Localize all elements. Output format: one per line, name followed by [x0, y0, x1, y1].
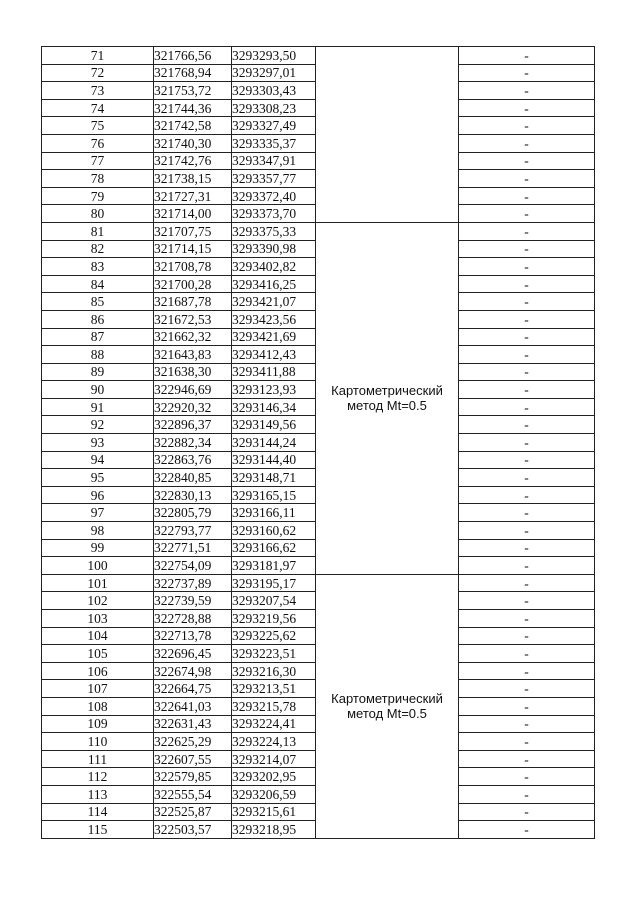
y-coordinate-cell: 3293219,56 [232, 610, 316, 628]
accuracy-note-cell: - [459, 240, 595, 258]
point-number-cell: 89 [42, 363, 154, 381]
x-coordinate-cell: 322754,09 [154, 557, 232, 575]
x-coordinate-cell: 321643,83 [154, 346, 232, 364]
accuracy-note-cell: - [459, 47, 595, 65]
y-coordinate-cell: 3293149,56 [232, 416, 316, 434]
x-coordinate-cell: 321744,36 [154, 99, 232, 117]
y-coordinate-cell: 3293207,54 [232, 592, 316, 610]
x-coordinate-cell: 322625,29 [154, 733, 232, 751]
point-number-cell: 74 [42, 99, 154, 117]
accuracy-note-cell: - [459, 381, 595, 399]
point-number-cell: 80 [42, 205, 154, 223]
accuracy-note-cell: - [459, 715, 595, 733]
table-row [42, 574, 595, 592]
accuracy-note-cell: - [459, 785, 595, 803]
accuracy-note-cell: - [459, 134, 595, 152]
accuracy-note-cell: - [459, 645, 595, 663]
point-number-cell: 82 [42, 240, 154, 258]
point-number-cell: 106 [42, 662, 154, 680]
x-coordinate-cell: 322805,79 [154, 504, 232, 522]
accuracy-note-cell: - [459, 610, 595, 628]
x-coordinate-cell: 321708,78 [154, 258, 232, 276]
x-coordinate-cell: 321766,56 [154, 47, 232, 65]
point-number-cell: 75 [42, 117, 154, 135]
accuracy-note-cell: - [459, 522, 595, 540]
accuracy-note-cell: - [459, 82, 595, 100]
accuracy-note-cell: - [459, 416, 595, 434]
point-number-cell: 93 [42, 434, 154, 452]
point-number-cell: 110 [42, 733, 154, 751]
point-number-cell: 79 [42, 187, 154, 205]
x-coordinate-cell: 321740,30 [154, 134, 232, 152]
point-number-cell: 77 [42, 152, 154, 170]
method-cell [316, 47, 459, 223]
point-number-cell: 99 [42, 539, 154, 557]
x-coordinate-cell: 322882,34 [154, 434, 232, 452]
method-cell [316, 574, 459, 838]
x-coordinate-cell: 322793,77 [154, 522, 232, 540]
x-coordinate-cell: 321687,78 [154, 293, 232, 311]
accuracy-note-cell: - [459, 469, 595, 487]
y-coordinate-cell: 3293215,61 [232, 803, 316, 821]
accuracy-note-cell: - [459, 451, 595, 469]
accuracy-note-cell: - [459, 662, 595, 680]
point-number-cell: 71 [42, 47, 154, 65]
accuracy-note-cell: - [459, 539, 595, 557]
accuracy-note-cell: - [459, 733, 595, 751]
accuracy-note-cell: - [459, 680, 595, 698]
y-coordinate-cell: 3293308,23 [232, 99, 316, 117]
accuracy-note-cell: - [459, 152, 595, 170]
x-coordinate-cell: 322555,54 [154, 785, 232, 803]
method-text-line: Картометрический [331, 691, 443, 707]
y-coordinate-cell: 3293148,71 [232, 469, 316, 487]
y-coordinate-cell: 3293293,50 [232, 47, 316, 65]
accuracy-note-cell: - [459, 170, 595, 188]
point-number-cell: 103 [42, 610, 154, 628]
y-coordinate-cell: 3293216,30 [232, 662, 316, 680]
coordinates-table [41, 46, 595, 839]
x-coordinate-cell: 322737,89 [154, 574, 232, 592]
y-coordinate-cell: 3293223,51 [232, 645, 316, 663]
point-number-cell: 73 [42, 82, 154, 100]
y-coordinate-cell: 3293218,95 [232, 821, 316, 839]
accuracy-note-cell: - [459, 821, 595, 839]
point-number-cell: 109 [42, 715, 154, 733]
x-coordinate-cell: 322641,03 [154, 697, 232, 715]
method-text-line: Картометрический [331, 383, 443, 399]
y-coordinate-cell: 3293402,82 [232, 258, 316, 276]
point-number-cell: 113 [42, 785, 154, 803]
y-coordinate-cell: 3293215,78 [232, 697, 316, 715]
point-number-cell: 107 [42, 680, 154, 698]
x-coordinate-cell: 322771,51 [154, 539, 232, 557]
accuracy-note-cell: - [459, 205, 595, 223]
point-number-cell: 88 [42, 346, 154, 364]
point-number-cell: 86 [42, 310, 154, 328]
y-coordinate-cell: 3293335,37 [232, 134, 316, 152]
point-number-cell: 72 [42, 64, 154, 82]
point-number-cell: 112 [42, 768, 154, 786]
x-coordinate-cell: 322840,85 [154, 469, 232, 487]
y-coordinate-cell: 3293195,17 [232, 574, 316, 592]
y-coordinate-cell: 3293411,88 [232, 363, 316, 381]
accuracy-note-cell: - [459, 363, 595, 381]
point-number-cell: 78 [42, 170, 154, 188]
y-coordinate-cell: 3293123,93 [232, 381, 316, 399]
accuracy-note-cell: - [459, 328, 595, 346]
accuracy-note-cell: - [459, 557, 595, 575]
x-coordinate-cell: 322696,45 [154, 645, 232, 663]
y-coordinate-cell: 3293160,62 [232, 522, 316, 540]
point-number-cell: 83 [42, 258, 154, 276]
accuracy-note-cell: - [459, 592, 595, 610]
x-coordinate-cell: 322896,37 [154, 416, 232, 434]
accuracy-note-cell: - [459, 486, 595, 504]
y-coordinate-cell: 3293214,07 [232, 750, 316, 768]
y-coordinate-cell: 3293166,11 [232, 504, 316, 522]
x-coordinate-cell: 322863,76 [154, 451, 232, 469]
x-coordinate-cell: 322525,87 [154, 803, 232, 821]
y-coordinate-cell: 3293421,07 [232, 293, 316, 311]
accuracy-note-cell: - [459, 275, 595, 293]
y-coordinate-cell: 3293213,51 [232, 680, 316, 698]
x-coordinate-cell: 321738,15 [154, 170, 232, 188]
x-coordinate-cell: 322579,85 [154, 768, 232, 786]
point-number-cell: 94 [42, 451, 154, 469]
point-number-cell: 111 [42, 750, 154, 768]
x-coordinate-cell: 322946,69 [154, 381, 232, 399]
point-number-cell: 115 [42, 821, 154, 839]
accuracy-note-cell: - [459, 346, 595, 364]
accuracy-note-cell: - [459, 293, 595, 311]
method-text-line: метод Mt=0.5 [347, 706, 427, 722]
y-coordinate-cell: 3293373,70 [232, 205, 316, 223]
y-coordinate-cell: 3293181,97 [232, 557, 316, 575]
x-coordinate-cell: 321742,76 [154, 152, 232, 170]
accuracy-note-cell: - [459, 574, 595, 592]
y-coordinate-cell: 3293357,77 [232, 170, 316, 188]
method-text-line: метод Mt=0.5 [347, 398, 427, 414]
point-number-cell: 97 [42, 504, 154, 522]
y-coordinate-cell: 3293146,34 [232, 398, 316, 416]
x-coordinate-cell: 322728,88 [154, 610, 232, 628]
point-number-cell: 90 [42, 381, 154, 399]
accuracy-note-cell: - [459, 187, 595, 205]
accuracy-note-cell: - [459, 768, 595, 786]
accuracy-note-cell: - [459, 117, 595, 135]
y-coordinate-cell: 3293421,69 [232, 328, 316, 346]
y-coordinate-cell: 3293144,24 [232, 434, 316, 452]
y-coordinate-cell: 3293144,40 [232, 451, 316, 469]
table-row [42, 222, 595, 240]
x-coordinate-cell: 321714,00 [154, 205, 232, 223]
point-number-cell: 104 [42, 627, 154, 645]
y-coordinate-cell: 3293165,15 [232, 486, 316, 504]
accuracy-note-cell: - [459, 434, 595, 452]
point-number-cell: 96 [42, 486, 154, 504]
point-number-cell: 105 [42, 645, 154, 663]
accuracy-note-cell: - [459, 398, 595, 416]
point-number-cell: 85 [42, 293, 154, 311]
coordinates-table-body [42, 47, 595, 839]
x-coordinate-cell: 321672,53 [154, 310, 232, 328]
accuracy-note-cell: - [459, 803, 595, 821]
y-coordinate-cell: 3293225,62 [232, 627, 316, 645]
accuracy-note-cell: - [459, 310, 595, 328]
method-cell [316, 222, 459, 574]
point-number-cell: 76 [42, 134, 154, 152]
point-number-cell: 91 [42, 398, 154, 416]
x-coordinate-cell: 321700,28 [154, 275, 232, 293]
y-coordinate-cell: 3293303,43 [232, 82, 316, 100]
y-coordinate-cell: 3293202,95 [232, 768, 316, 786]
y-coordinate-cell: 3293166,62 [232, 539, 316, 557]
point-number-cell: 108 [42, 697, 154, 715]
x-coordinate-cell: 321714,15 [154, 240, 232, 258]
y-coordinate-cell: 3293347,91 [232, 152, 316, 170]
point-number-cell: 114 [42, 803, 154, 821]
y-coordinate-cell: 3293297,01 [232, 64, 316, 82]
x-coordinate-cell: 322920,32 [154, 398, 232, 416]
x-coordinate-cell: 321662,32 [154, 328, 232, 346]
accuracy-note-cell: - [459, 64, 595, 82]
x-coordinate-cell: 322713,78 [154, 627, 232, 645]
y-coordinate-cell: 3293423,56 [232, 310, 316, 328]
x-coordinate-cell: 321753,72 [154, 82, 232, 100]
x-coordinate-cell: 322830,13 [154, 486, 232, 504]
point-number-cell: 95 [42, 469, 154, 487]
accuracy-note-cell: - [459, 258, 595, 276]
y-coordinate-cell: 3293206,59 [232, 785, 316, 803]
point-number-cell: 87 [42, 328, 154, 346]
table-row [42, 47, 595, 65]
y-coordinate-cell: 3293224,13 [232, 733, 316, 751]
x-coordinate-cell: 321768,94 [154, 64, 232, 82]
y-coordinate-cell: 3293416,25 [232, 275, 316, 293]
point-number-cell: 101 [42, 574, 154, 592]
accuracy-note-cell: - [459, 222, 595, 240]
point-number-cell: 92 [42, 416, 154, 434]
y-coordinate-cell: 3293224,41 [232, 715, 316, 733]
point-number-cell: 102 [42, 592, 154, 610]
x-coordinate-cell: 321707,75 [154, 222, 232, 240]
x-coordinate-cell: 322607,55 [154, 750, 232, 768]
x-coordinate-cell: 322503,57 [154, 821, 232, 839]
x-coordinate-cell: 321638,30 [154, 363, 232, 381]
x-coordinate-cell: 322674,98 [154, 662, 232, 680]
accuracy-note-cell: - [459, 750, 595, 768]
y-coordinate-cell: 3293375,33 [232, 222, 316, 240]
accuracy-note-cell: - [459, 627, 595, 645]
accuracy-note-cell: - [459, 697, 595, 715]
y-coordinate-cell: 3293390,98 [232, 240, 316, 258]
point-number-cell: 84 [42, 275, 154, 293]
y-coordinate-cell: 3293372,40 [232, 187, 316, 205]
point-number-cell: 81 [42, 222, 154, 240]
y-coordinate-cell: 3293412,43 [232, 346, 316, 364]
x-coordinate-cell: 322739,59 [154, 592, 232, 610]
x-coordinate-cell: 321742,58 [154, 117, 232, 135]
accuracy-note-cell: - [459, 99, 595, 117]
x-coordinate-cell: 321727,31 [154, 187, 232, 205]
x-coordinate-cell: 322631,43 [154, 715, 232, 733]
point-number-cell: 98 [42, 522, 154, 540]
x-coordinate-cell: 322664,75 [154, 680, 232, 698]
accuracy-note-cell: - [459, 504, 595, 522]
y-coordinate-cell: 3293327,49 [232, 117, 316, 135]
point-number-cell: 100 [42, 557, 154, 575]
